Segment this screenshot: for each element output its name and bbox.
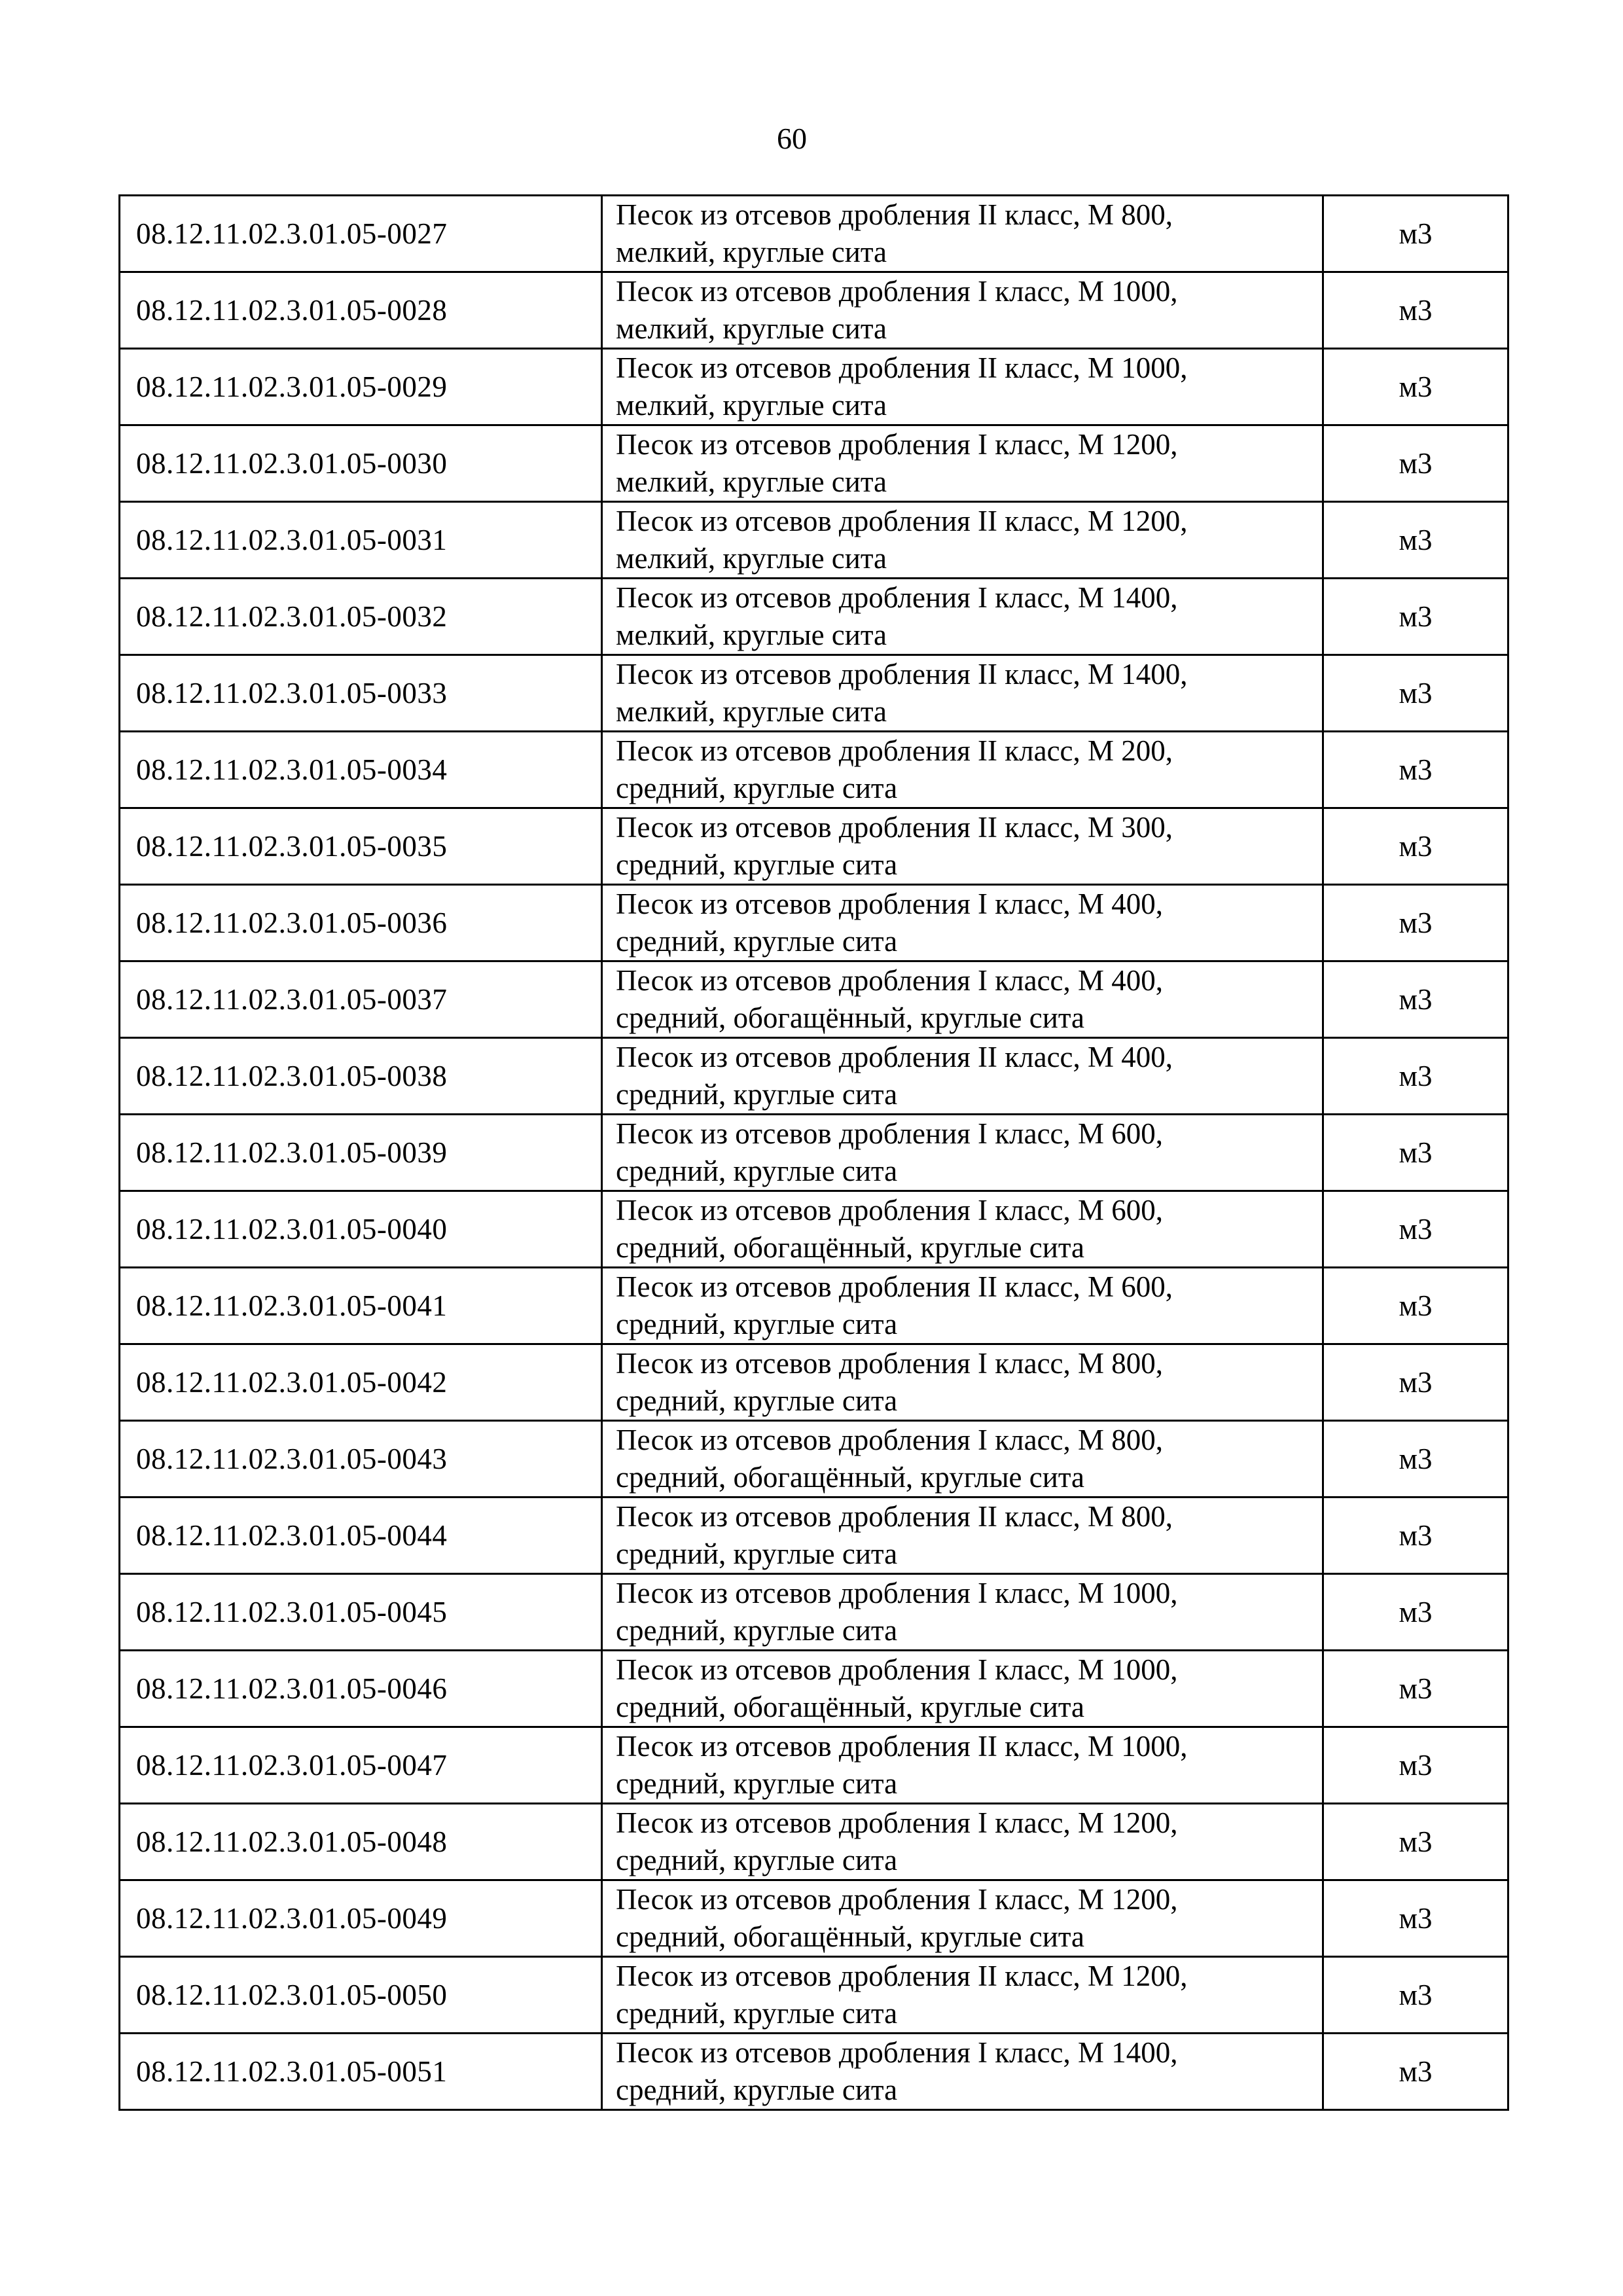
- resource-code-cell: 08.12.11.02.3.01.05-0033: [120, 655, 602, 732]
- table-row: [120, 655, 1508, 732]
- resource-name-cell: [602, 1727, 1323, 1804]
- resource-code-cell: 08.12.11.02.3.01.05-0030: [120, 425, 602, 502]
- unit-cell: м3: [1323, 196, 1508, 272]
- resource-code-cell: 08.12.11.02.3.01.05-0035: [120, 808, 602, 885]
- table-row: [120, 425, 1508, 502]
- resource-name-line-2: средний, круглые сита: [616, 848, 898, 881]
- resource-code-cell: 08.12.11.02.3.01.05-0048: [120, 1804, 602, 1880]
- table-row: [120, 885, 1508, 961]
- table-row: [120, 961, 1508, 1038]
- resource-table: [118, 194, 1509, 2111]
- resource-name-line-2: средний, обогащённый, круглые сита: [616, 1920, 1085, 1953]
- resource-name-line-2: средний, обогащённый, круглые сита: [616, 1461, 1085, 1494]
- resource-code-cell: 08.12.11.02.3.01.05-0031: [120, 502, 602, 579]
- unit-cell: м3: [1323, 425, 1508, 502]
- resource-name-cell: [602, 655, 1323, 732]
- resource-code-cell: 08.12.11.02.3.01.05-0029: [120, 349, 602, 425]
- resource-name-line-1: Песок из отсевов дробления I класс, М 1200,: [616, 1883, 1178, 1916]
- unit-cell: м3: [1323, 1038, 1508, 1115]
- resource-name-line-2: средний, круглые сита: [616, 925, 898, 958]
- resource-code-cell: 08.12.11.02.3.01.05-0050: [120, 1957, 602, 2034]
- resource-name-line-2: мелкий, круглые сита: [616, 389, 887, 422]
- unit-cell: м3: [1323, 808, 1508, 885]
- resource-code-cell: 08.12.11.02.3.01.05-0037: [120, 961, 602, 1038]
- resource-name-line-2: средний, круглые сита: [616, 1155, 898, 1187]
- resource-code-cell: 08.12.11.02.3.01.05-0039: [120, 1115, 602, 1191]
- resource-name-line-1: Песок из отсевов дробления II класс, М 800,: [616, 198, 1173, 231]
- resource-name-line-2: средний, круглые сита: [616, 1078, 898, 1111]
- resource-name-line-2: средний, обогащённый, круглые сита: [616, 1001, 1085, 1034]
- unit-cell: м3: [1323, 1268, 1508, 1344]
- unit-cell: м3: [1323, 1191, 1508, 1268]
- unit-cell: м3: [1323, 1344, 1508, 1421]
- table-row: [120, 1880, 1508, 1957]
- resource-name-line-2: средний, круглые сита: [616, 1767, 898, 1800]
- resource-name-line-1: Песок из отсевов дробления I класс, М 1400,: [616, 581, 1178, 614]
- resource-name-line-1: Песок из отсевов дробления II класс, М 800,: [616, 1500, 1173, 1533]
- table-row: [120, 1651, 1508, 1727]
- table-row: [120, 1957, 1508, 2034]
- resource-name-line-2: мелкий, круглые сита: [616, 236, 887, 268]
- resource-name-cell: [602, 1498, 1323, 1574]
- unit-cell: м3: [1323, 961, 1508, 1038]
- resource-name-cell: [602, 425, 1323, 502]
- resource-name-line-2: средний, круглые сита: [616, 1308, 898, 1340]
- resource-name-cell: [602, 808, 1323, 885]
- resource-name-line-1: Песок из отсевов дробления II класс, М 1200,: [616, 505, 1188, 537]
- resource-name-line-1: Песок из отсевов дробления I класс, М 600,: [616, 1194, 1164, 1227]
- resource-name-line-2: средний, круглые сита: [616, 772, 898, 804]
- table-row: [120, 1191, 1508, 1268]
- table-row: [120, 1268, 1508, 1344]
- resource-name-cell: [602, 2034, 1323, 2110]
- resource-name-line-1: Песок из отсевов дробления II класс, М 200,: [616, 734, 1173, 767]
- resource-name-cell: [602, 196, 1323, 272]
- page-number: 60: [777, 122, 807, 155]
- resource-name-line-1: Песок из отсевов дробления II класс, М 1000,: [616, 1730, 1188, 1763]
- resource-name-cell: [602, 732, 1323, 808]
- resource-name-line-1: Песок из отсевов дробления I класс, М 800,: [616, 1424, 1164, 1456]
- resource-name-line-1: Песок из отсевов дробления II класс, М 1200,: [616, 1960, 1188, 1992]
- unit-cell: м3: [1323, 272, 1508, 349]
- table-row: [120, 1421, 1508, 1498]
- resource-name-line-2: средний, обогащённый, круглые сита: [616, 1231, 1085, 1264]
- resource-name-line-2: средний, круглые сита: [616, 1844, 898, 1876]
- table-row: [120, 1727, 1508, 1804]
- resource-name-line-1: Песок из отсевов дробления I класс, М 1200,: [616, 1806, 1178, 1839]
- table-row: [120, 1498, 1508, 1574]
- resource-name-line-1: Песок из отсевов дробления I класс, М 400,: [616, 888, 1164, 920]
- resource-code-cell: 08.12.11.02.3.01.05-0040: [120, 1191, 602, 1268]
- resource-name-cell: [602, 1191, 1323, 1268]
- resource-code-cell: 08.12.11.02.3.01.05-0051: [120, 2034, 602, 2110]
- table-row: [120, 1038, 1508, 1115]
- resource-name-cell: [602, 1115, 1323, 1191]
- resource-name-cell: [602, 1344, 1323, 1421]
- unit-cell: м3: [1323, 1957, 1508, 2034]
- resource-name-line-2: средний, круглые сита: [616, 1384, 898, 1417]
- resource-code-cell: 08.12.11.02.3.01.05-0034: [120, 732, 602, 808]
- table-row: [120, 1574, 1508, 1651]
- resource-name-line-1: Песок из отсевов дробления I класс, М 800,: [616, 1347, 1164, 1380]
- resource-code-cell: 08.12.11.02.3.01.05-0036: [120, 885, 602, 961]
- table-body: [120, 196, 1508, 2110]
- resource-name-line-2: мелкий, круглые сита: [616, 695, 887, 728]
- resource-name-line-1: Песок из отсевов дробления I класс, М 1000,: [616, 1653, 1178, 1686]
- table-row: [120, 1115, 1508, 1191]
- resource-code-cell: 08.12.11.02.3.01.05-0043: [120, 1421, 602, 1498]
- resource-name-line-1: Песок из отсевов дробления I класс, М 1000,: [616, 1577, 1178, 1609]
- resource-code-cell: 08.12.11.02.3.01.05-0046: [120, 1651, 602, 1727]
- resource-code-cell: 08.12.11.02.3.01.05-0045: [120, 1574, 602, 1651]
- resource-name-cell: [602, 1268, 1323, 1344]
- table-row: [120, 1804, 1508, 1880]
- unit-cell: м3: [1323, 1727, 1508, 1804]
- resource-name-cell: [602, 1038, 1323, 1115]
- resource-name-line-1: Песок из отсевов дробления II класс, М 400,: [616, 1041, 1173, 1073]
- resource-name-line-2: средний, обогащённый, круглые сита: [616, 1691, 1085, 1723]
- resource-name-line-1: Песок из отсевов дробления I класс, М 600,: [616, 1117, 1164, 1150]
- unit-cell: м3: [1323, 502, 1508, 579]
- unit-cell: м3: [1323, 349, 1508, 425]
- unit-cell: м3: [1323, 2034, 1508, 2110]
- unit-cell: м3: [1323, 1574, 1508, 1651]
- table-row: [120, 502, 1508, 579]
- unit-cell: м3: [1323, 1880, 1508, 1957]
- resource-name-cell: [602, 579, 1323, 655]
- resource-name-line-1: Песок из отсевов дробления II класс, М 1000,: [616, 351, 1188, 384]
- unit-cell: м3: [1323, 1651, 1508, 1727]
- resource-name-cell: [602, 961, 1323, 1038]
- table-row: [120, 732, 1508, 808]
- resource-name-line-2: средний, круглые сита: [616, 1614, 898, 1647]
- resource-code-cell: 08.12.11.02.3.01.05-0042: [120, 1344, 602, 1421]
- table-row: [120, 272, 1508, 349]
- resource-name-line-1: Песок из отсевов дробления II класс, М 300,: [616, 811, 1173, 844]
- unit-cell: м3: [1323, 579, 1508, 655]
- unit-cell: м3: [1323, 655, 1508, 732]
- resource-code-cell: 08.12.11.02.3.01.05-0041: [120, 1268, 602, 1344]
- unit-cell: м3: [1323, 885, 1508, 961]
- resource-name-cell: [602, 349, 1323, 425]
- unit-cell: м3: [1323, 1804, 1508, 1880]
- resource-code-cell: 08.12.11.02.3.01.05-0028: [120, 272, 602, 349]
- resource-code-cell: 08.12.11.02.3.01.05-0044: [120, 1498, 602, 1574]
- resource-name-line-2: мелкий, круглые сита: [616, 312, 887, 345]
- table-row: [120, 2034, 1508, 2110]
- resource-name-cell: [602, 1574, 1323, 1651]
- unit-cell: м3: [1323, 1498, 1508, 1574]
- unit-cell: м3: [1323, 1421, 1508, 1498]
- unit-cell: м3: [1323, 732, 1508, 808]
- resource-name-line-2: средний, круглые сита: [616, 2073, 898, 2106]
- resource-name-line-1: Песок из отсевов дробления I класс, М 1400,: [616, 2036, 1178, 2069]
- table-row: [120, 579, 1508, 655]
- resource-name-line-1: Песок из отсевов дробления II класс, М 600,: [616, 1270, 1173, 1303]
- resource-name-cell: [602, 502, 1323, 579]
- table-row: [120, 196, 1508, 272]
- resource-name-line-2: средний, круглые сита: [616, 1537, 898, 1570]
- table-row: [120, 349, 1508, 425]
- resource-name-cell: [602, 272, 1323, 349]
- unit-cell: м3: [1323, 1115, 1508, 1191]
- resource-name-line-1: Песок из отсевов дробления I класс, М 1200,: [616, 428, 1178, 461]
- resource-name-cell: [602, 1880, 1323, 1957]
- resource-name-line-2: средний, круглые сита: [616, 1997, 898, 2030]
- resource-name-cell: [602, 1421, 1323, 1498]
- resource-name-cell: [602, 1651, 1323, 1727]
- resource-name-line-2: мелкий, круглые сита: [616, 619, 887, 651]
- resource-code-cell: 08.12.11.02.3.01.05-0027: [120, 196, 602, 272]
- resource-code-cell: 08.12.11.02.3.01.05-0049: [120, 1880, 602, 1957]
- resource-name-line-1: Песок из отсевов дробления I класс, М 1000,: [616, 275, 1178, 308]
- resource-name-cell: [602, 1957, 1323, 2034]
- resource-name-line-2: мелкий, круглые сита: [616, 465, 887, 498]
- table-row: [120, 1344, 1508, 1421]
- resource-name-cell: [602, 1804, 1323, 1880]
- resource-code-cell: 08.12.11.02.3.01.05-0047: [120, 1727, 602, 1804]
- resource-name-line-1: Песок из отсевов дробления II класс, М 1400,: [616, 658, 1188, 691]
- resource-name-line-1: Песок из отсевов дробления I класс, М 400,: [616, 964, 1164, 997]
- resource-code-cell: 08.12.11.02.3.01.05-0032: [120, 579, 602, 655]
- resource-name-cell: [602, 885, 1323, 961]
- resource-code-cell: 08.12.11.02.3.01.05-0038: [120, 1038, 602, 1115]
- resource-name-line-2: мелкий, круглые сита: [616, 542, 887, 575]
- table-row: [120, 808, 1508, 885]
